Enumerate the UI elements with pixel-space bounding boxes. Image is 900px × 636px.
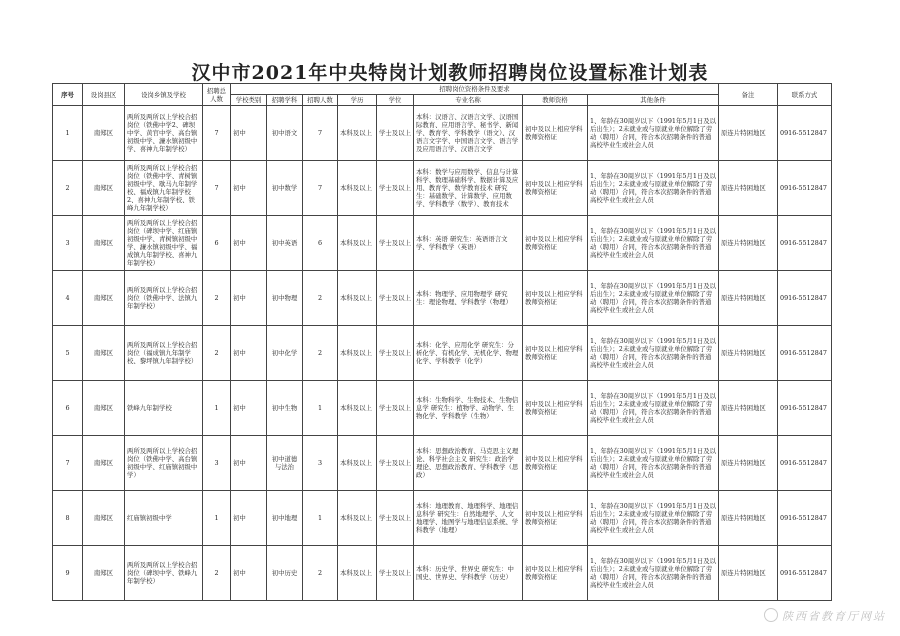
cell-county: 南郑区	[83, 381, 125, 436]
cell-contact: 0916-5512847	[778, 216, 832, 271]
cell-school-type: 初中	[231, 106, 267, 161]
cell-remark: 原连片特困地区	[719, 271, 778, 326]
cell-subject: 初中数学	[267, 161, 303, 216]
table-row	[53, 436, 832, 491]
cell-total: 7	[203, 106, 231, 161]
header-degree: 学位	[377, 95, 414, 106]
cell-contact: 0916-5512847	[778, 491, 832, 546]
cell-contact: 0916-5512847	[778, 326, 832, 381]
cell-seq: 9	[53, 546, 83, 601]
cell-degree: 学士及以上	[377, 381, 414, 436]
cell-other: 1、年龄在30周岁以下（1991年5月1日及以后出生）；2未就业或与原就业单位解除了劳动（聘用）合同，符合本次招聘条件的普通高校毕业生或社会人员	[590, 392, 717, 424]
cell-other: 1、年龄在30周岁以下（1991年5月1日及以后出生）；2未就业或与原就业单位解除了劳动（聘用）合同，符合本次招聘条件的普通高校毕业生或社会人员	[590, 227, 717, 259]
cell-education: 本科及以上	[338, 436, 377, 491]
cell-county: 南郑区	[83, 106, 125, 161]
cell-qualification: 初中及以上相应学科教师资格证	[523, 106, 588, 161]
cell-seq: 2	[53, 161, 83, 216]
cell-remark: 原连片特困地区	[719, 436, 778, 491]
cell-county: 南郑区	[83, 271, 125, 326]
cell-remark: 原连片特困地区	[719, 546, 778, 601]
cell-school-type: 初中	[231, 491, 267, 546]
cell-major: 本科：地理教育、地理科学、地理信息科学 研究生：自然地理学、人文地理学、地图学与地理信息系统、学科教学（地理）	[416, 502, 519, 534]
table-row	[53, 161, 832, 216]
cell-subject: 初中生物	[267, 381, 303, 436]
cell-schools: 两所及两所以上学校合招岗位（福成镇九年制学校、黎坪镇九年制学校）	[127, 341, 198, 365]
cell-degree: 学士及以上	[377, 546, 414, 601]
cell-other: 1、年龄在30周岁以下（1991年5月1日及以后出生）；2未就业或与原就业单位解除了劳动（聘用）合同，符合本次招聘条件的普通高校毕业生或社会人员	[590, 557, 717, 589]
cell-other: 1、年龄在30周岁以下（1991年5月1日及以后出生）；2未就业或与原就业单位解除了劳动（聘用）合同，符合本次招聘条件的普通高校毕业生或社会人员	[590, 282, 717, 314]
header-education: 学历	[338, 95, 377, 106]
cell-education: 本科及以上	[338, 216, 377, 271]
header-total: 招聘总人数	[203, 84, 231, 106]
table-row	[53, 216, 832, 271]
cell-major: 本科：英语 研究生：英语语言文学、学科教学（英语）	[416, 235, 508, 251]
cell-county: 南郑区	[83, 161, 125, 216]
cell-major: 本科：历史学、世界史 研究生：中国史、世界史、学科教学（历史）	[416, 565, 514, 581]
header-conditions-group: 招聘岗位资格条件及要求	[231, 84, 719, 95]
cell-count: 1	[303, 491, 338, 546]
cell-contact: 0916-5512847	[778, 381, 832, 436]
cell-qualification: 初中及以上相应学科教师资格证	[523, 161, 588, 216]
header-subject: 招聘学科	[267, 95, 303, 106]
header-county: 设岗县区	[83, 84, 125, 106]
cell-seq: 6	[53, 381, 83, 436]
cell-count: 2	[303, 326, 338, 381]
cell-qualification: 初中及以上相应学科教师资格证	[523, 546, 588, 601]
table-row	[53, 106, 832, 161]
cell-subject: 初中英语	[267, 216, 303, 271]
cell-total: 2	[203, 271, 231, 326]
cell-county: 南郑区	[83, 216, 125, 271]
cell-count: 7	[303, 161, 338, 216]
site-logo-icon	[764, 608, 778, 622]
cell-count: 3	[303, 436, 338, 491]
cell-degree: 学士及以上	[377, 106, 414, 161]
table-row	[53, 546, 832, 601]
cell-seq: 3	[53, 216, 83, 271]
cell-schools: 铁峰九年制学校	[127, 404, 172, 412]
cell-remark: 原连片特困地区	[719, 491, 778, 546]
cell-education: 本科及以上	[338, 106, 377, 161]
cell-total: 1	[203, 491, 231, 546]
cell-degree: 学士及以上	[377, 271, 414, 326]
header-seq: 序号	[53, 84, 83, 106]
cell-subject: 初中物理	[267, 271, 303, 326]
cell-contact: 0916-5512847	[778, 161, 832, 216]
cell-total: 1	[203, 381, 231, 436]
cell-education: 本科及以上	[338, 271, 377, 326]
cell-contact: 0916-5512847	[778, 271, 832, 326]
cell-school-type: 初中	[231, 326, 267, 381]
cell-count: 6	[303, 216, 338, 271]
cell-major: 本科：化学、应用化学 研究生：分析化学、有机化学、无机化学、物理化学、学科教学（化学）	[416, 341, 519, 365]
cell-seq: 7	[53, 436, 83, 491]
cell-subject: 初中化学	[267, 326, 303, 381]
cell-contact: 0916-5512847	[778, 106, 832, 161]
cell-total: 3	[203, 436, 231, 491]
cell-education: 本科及以上	[338, 326, 377, 381]
cell-total: 7	[203, 161, 231, 216]
cell-count: 7	[303, 106, 338, 161]
cell-schools: 红庙镇初级中学	[127, 514, 172, 522]
cell-major: 本科：思想政治教育、马克思主义理论、科学社会主义 研究生：政治学理论、思想政治教育、学科教学（思政）	[416, 447, 519, 479]
header-township: 设岗乡镇及学校	[125, 84, 203, 106]
cell-education: 本科及以上	[338, 381, 377, 436]
cell-major: 本科：汉语言、汉语言文学、汉语国际教育、应用语言学、秘书学、新闻学、教育学、学科教学（语文）、汉语言文字学、中国语言文学、语言学及应用语言学、汉语言文学	[416, 113, 519, 153]
cell-remark: 原连片特困地区	[719, 161, 778, 216]
cell-other: 1、年龄在30周岁以下（1991年5月1日及以后出生）；2未就业或与原就业单位解除了劳动（聘用）合同，符合本次招聘条件的普通高校毕业生或社会人员	[590, 502, 717, 534]
cell-degree: 学士及以上	[377, 216, 414, 271]
cell-qualification: 初中及以上相应学科教师资格证	[523, 436, 588, 491]
cell-schools: 两所及两所以上学校合招岗位（碑坝中学、红庙镇初级中学、青树镇初级中学、濂水镇初级中学、福成镇九年制学校、喜神九年制学校）	[127, 219, 198, 267]
cell-total: 6	[203, 216, 231, 271]
cell-count: 2	[303, 546, 338, 601]
cell-seq: 1	[53, 106, 83, 161]
cell-seq: 8	[53, 491, 83, 546]
cell-schools: 两所及两所以上学校合招岗位（铁佛中学2、碑坝中学、黄官中学、高台镇初级中学、濂水镇初级中学、喜神九年制学校）	[127, 113, 198, 153]
cell-degree: 学士及以上	[377, 161, 414, 216]
cell-county: 南郑区	[83, 436, 125, 491]
header-remark: 备注	[719, 84, 778, 106]
cell-count: 1	[303, 381, 338, 436]
cell-county: 南郑区	[83, 491, 125, 546]
cell-degree: 学士及以上	[377, 436, 414, 491]
header-school-type: 学校类别	[231, 95, 267, 106]
cell-subject: 初中道德与法治	[267, 436, 303, 491]
cell-school-type: 初中	[231, 436, 267, 491]
header-qualification: 教师资格	[523, 95, 588, 106]
cell-subject: 初中历史	[267, 546, 303, 601]
cell-total: 2	[203, 326, 231, 381]
cell-schools: 两所及两所以上学校合招岗位（铁佛中学、高台镇初级中学、红庙镇初级中学）	[127, 447, 198, 479]
cell-education: 本科及以上	[338, 161, 377, 216]
cell-schools: 两所及两所以上学校合招岗位（铁佛中学、法镇九年制学校）	[127, 286, 198, 310]
watermark-text: 陕西省教育厅网站	[782, 610, 886, 623]
table-row	[53, 491, 832, 546]
cell-other: 1、年龄在30周岁以下（1991年5月1日及以后出生）；2未就业或与原就业单位解除了劳动（聘用）合同，符合本次招聘条件的普通高校毕业生或社会人员	[590, 337, 717, 369]
cell-major: 本科：生物科学、生物技术、生物信息学 研究生：植物学、动物学、生物化学、学科教学（生物）	[416, 396, 519, 420]
cell-subject: 初中语文	[267, 106, 303, 161]
cell-education: 本科及以上	[338, 491, 377, 546]
cell-qualification: 初中及以上相应学科教师资格证	[523, 326, 588, 381]
cell-other: 1、年龄在30周岁以下（1991年5月1日及以后出生）；2未就业或与原就业单位解除了劳动（聘用）合同，符合本次招聘条件的普通高校毕业生或社会人员	[590, 172, 717, 204]
header-count: 招聘人数	[303, 95, 338, 106]
cell-qualification: 初中及以上相应学科教师资格证	[523, 491, 588, 546]
cell-county: 南郑区	[83, 546, 125, 601]
cell-other: 1、年龄在30周岁以下（1991年5月1日及以后出生）；2未就业或与原就业单位解除了劳动（聘用）合同，符合本次招聘条件的普通高校毕业生或社会人员	[590, 117, 717, 149]
page-title: 汉中市2021年中央特岗计划教师招聘岗位设置标准计划表	[191, 62, 709, 84]
table-row	[53, 271, 832, 326]
cell-seq: 5	[53, 326, 83, 381]
cell-qualification: 初中及以上相应学科教师资格证	[523, 216, 588, 271]
cell-school-type: 初中	[231, 161, 267, 216]
cell-school-type: 初中	[231, 271, 267, 326]
table-row	[53, 326, 832, 381]
cell-count: 2	[303, 271, 338, 326]
cell-subject: 初中地理	[267, 491, 303, 546]
cell-seq: 4	[53, 271, 83, 326]
table-row	[53, 381, 832, 436]
cell-degree: 学士及以上	[377, 326, 414, 381]
header-contact: 联系方式	[778, 84, 832, 106]
header-major: 专业名称	[414, 95, 523, 106]
cell-remark: 原连片特困地区	[719, 216, 778, 271]
cell-qualification: 初中及以上相应学科教师资格证	[523, 381, 588, 436]
cell-degree: 学士及以上	[377, 491, 414, 546]
cell-contact: 0916-5512847	[778, 546, 832, 601]
cell-county: 南郑区	[83, 326, 125, 381]
cell-total: 2	[203, 546, 231, 601]
cell-school-type: 初中	[231, 546, 267, 601]
header-other: 其他条件	[588, 95, 719, 106]
cell-school-type: 初中	[231, 381, 267, 436]
cell-major: 本科：物理学、应用物理学 研究生：理论物理、学科教学（物理）	[416, 290, 512, 306]
cell-remark: 原连片特困地区	[719, 106, 778, 161]
recruitment-table	[52, 83, 832, 601]
cell-other: 1、年龄在30周岁以下（1991年5月1日及以后出生）；2未就业或与原就业单位解除了劳动（聘用）合同，符合本次招聘条件的普通高校毕业生或社会人员	[590, 447, 717, 479]
cell-education: 本科及以上	[338, 546, 377, 601]
cell-qualification: 初中及以上相应学科教师资格证	[523, 271, 588, 326]
cell-remark: 原连片特困地区	[719, 326, 778, 381]
cell-remark: 原连片特困地区	[719, 381, 778, 436]
cell-schools: 两所及两所以上学校合招岗位（铁佛中学、青树镇初级中学、歇马九年制学校、福成镇九年制学校2、喜神九年制学校、铁峰九年制学校）	[127, 164, 198, 212]
cell-major: 本科：数学与应用数学、信息与计算科学、数理基础科学、数据计算及应用、教育学、数学教育技术 研究生：基础数学、计算数学、应用数学、学科教学（数学）、教育技术	[416, 168, 519, 208]
cell-contact: 0916-5512847	[778, 436, 832, 491]
cell-schools: 两所及两所以上学校合招岗位（碑坝中学、铁峰九年制学校）	[127, 561, 198, 585]
cell-school-type: 初中	[231, 216, 267, 271]
watermark	[764, 608, 886, 624]
